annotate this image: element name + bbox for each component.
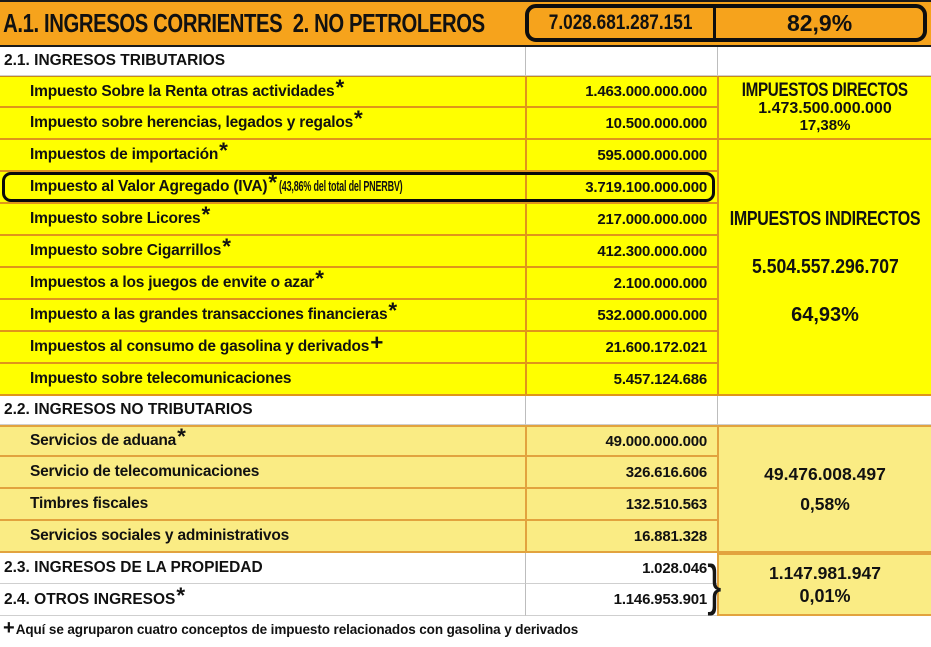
tax-row-value-iva: 3.719.100.000.000 [525, 172, 717, 204]
section-2-2-empty-value [525, 396, 717, 425]
other-summary-percent: 0,01% [799, 585, 851, 606]
section-2-1-empty-value [525, 47, 717, 76]
nontax-summary [717, 425, 931, 553]
tax-row-value-herencias: 10.500.000.000 [525, 108, 717, 140]
section-2-1-title: 2.1. INGRESOS TRIBUTARIOS [0, 47, 525, 76]
tax-row-label-gasolina: Impuestos al consumo de gasolina y derivados + [0, 332, 525, 364]
nontax-row-label-sociales [0, 521, 525, 553]
tax-row-value-cigarrillos: 412.300.000.000 [525, 236, 717, 268]
impuestos-directos-total: 1.473.500.000.000 [758, 100, 892, 118]
row-label-text: Impuestos de importación [30, 146, 219, 163]
header-percent-cell [716, 8, 923, 38]
tax-row-value-gasolina: 21.600.172.021 [525, 332, 717, 364]
footnote-plus-mark: + [3, 617, 15, 639]
section-2-3-title: 2.3. INGRESOS DE LA PROPIEDAD [0, 553, 525, 584]
row-label-text: Impuesto a las grandes transacciones financieras [30, 306, 388, 323]
header-total-value: 7.028.681.287.151 [549, 11, 693, 34]
other-row-value: 1.146.953.901 [525, 584, 717, 616]
tax-row-label-licores: Impuesto sobre Licores * [0, 204, 525, 236]
row-label-text: Servicios sociales y administrativos [30, 527, 290, 544]
grouping-brace: } [707, 553, 722, 616]
tax-row-label-juegos: Impuestos a los juegos de envite o azar * [0, 268, 525, 300]
header-total-value-cell [529, 8, 716, 38]
row-label-text: Impuesto Sobre la Renta otras actividades [30, 82, 335, 100]
section-2-1-empty-summary [717, 47, 931, 76]
tax-row-value-renta: 1.463.000.000.000 [525, 76, 717, 108]
tax-row-label-transacciones: Impuesto a las grandes transacciones financieras * [0, 300, 525, 332]
tax-row-label-telecom [0, 364, 525, 396]
tax-row-label-iva: Impuesto al Valor Agregado (IVA) * (43,86% del total del PNERBV) [0, 172, 525, 204]
tax-row-value-telecom: 5.457.124.686 [525, 364, 717, 396]
tax-row-value-licores: 217.000.000.000 [525, 204, 717, 236]
row-label-text: Impuestos al consumo de gasolina y derivados [30, 338, 370, 355]
impuestos-directos-percent: 17,38% [799, 117, 851, 135]
nontax-summary-total: 49.476.008.497 [764, 463, 886, 484]
footnote-text: Aquí se agruparon cuatro conceptos de impuesto relacionados con gasolina y derivados [15, 622, 579, 637]
nontax-row-value-timbres: 132.510.563 [525, 489, 717, 521]
nontax-row-label-timbres [0, 489, 525, 521]
tax-row-value-importacion: 595.000.000.000 [525, 140, 717, 172]
section-2-4-title: 2.4. OTROS INGRESOS * [0, 584, 525, 616]
header-totals-cell [525, 0, 931, 47]
tax-row-label-herencias: Impuesto sobre herencias, legados y regalos * [0, 108, 525, 140]
nontax-row-value-aduana: 49.000.000.000 [525, 425, 717, 457]
tax-row-label-renta: Impuesto Sobre la Renta otras actividades * [0, 76, 525, 108]
nontax-row-label-aduana: Servicios de aduana * [0, 425, 525, 457]
row-label-text: Servicios de aduana [30, 432, 177, 449]
header-total-box [525, 4, 927, 42]
nontax-row-label-telecom [0, 457, 525, 489]
impuestos-indirectos-title: IMPUESTOS INDIRECTOS [729, 207, 921, 230]
header-title-cell [0, 0, 525, 47]
row-label-text: Impuesto sobre Cigarrillos [30, 242, 222, 259]
row-label-text: 2.4. OTROS INGRESOS [4, 590, 176, 608]
tax-row-value-juegos: 2.100.000.000 [525, 268, 717, 300]
impuestos-directos-title: IMPUESTOS DIRECTOS [742, 80, 908, 102]
property-row-value: 1.028.046 [525, 553, 717, 584]
impuestos-indirectos-total: 5.504.557.296.707 [751, 255, 899, 278]
nontax-row-value-sociales: 16.881.328 [525, 521, 717, 553]
row-label-text: Impuesto sobre herencias, legados y regalos [30, 114, 354, 131]
header-percent-value: 82,9% [786, 9, 853, 36]
section-2-2-title: 2.2. INGRESOS NO TRIBUTARIOS [0, 396, 525, 425]
row-label-text: Impuesto sobre telecomunicaciones [30, 370, 292, 387]
tax-row-value-transacciones: 532.000.000.000 [525, 300, 717, 332]
impuestos-directos-summary [717, 76, 931, 140]
section-2-2-empty-summary [717, 396, 931, 425]
row-label-text: Impuesto sobre Licores [30, 210, 201, 227]
nontax-summary-percent: 0,58% [800, 493, 850, 514]
row-label-text: Impuesto al Valor Agregado (IVA) [30, 178, 268, 195]
iva-note: (43,86% del total del PNERBV) [278, 179, 403, 195]
other-summary-total: 1.147.981.947 [769, 562, 881, 583]
tax-row-label-importacion: Impuestos de importación * [0, 140, 525, 172]
header-title: A.1. INGRESOS CORRIENTES 2. NO PETROLEROS [3, 8, 485, 38]
row-label-text: Impuestos a los juegos de envite o azar [30, 274, 315, 291]
impuestos-indirectos-percent: 64,93% [791, 303, 859, 326]
row-label-text: Servicio de telecomunicaciones [30, 463, 260, 480]
tax-row-label-cigarrillos: Impuesto sobre Cigarrillos * [0, 236, 525, 268]
nontax-row-value-telecom: 326.616.606 [525, 457, 717, 489]
row-label-text: Timbres fiscales [30, 495, 148, 512]
impuestos-indirectos-summary [717, 140, 931, 396]
other-summary [717, 553, 931, 616]
footnote [0, 616, 931, 647]
